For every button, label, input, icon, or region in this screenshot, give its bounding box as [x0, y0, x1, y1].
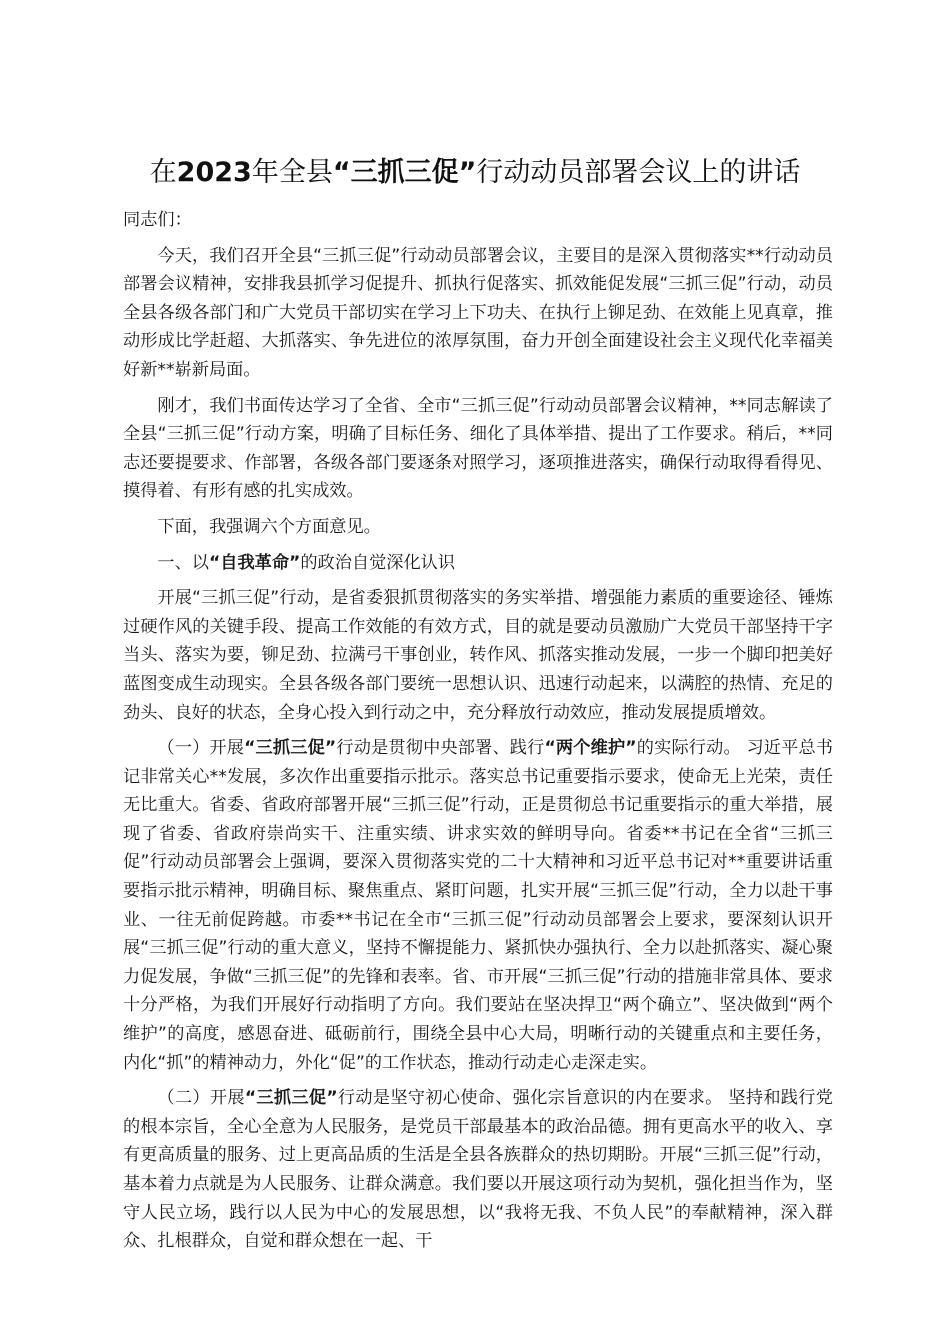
heading1-prefix: 一、以 [157, 552, 209, 573]
paragraph-sub2 [123, 1084, 833, 1256]
heading1-bold: “自我革命” [208, 552, 301, 573]
title-suffix: 行动动员部署会议上的讲话 [476, 157, 801, 188]
sub1-prefix: （一）开展 [157, 738, 245, 759]
title-year: 2023 [176, 157, 252, 188]
paragraph-review: 刚才，我们书面传达学习了全省、全市“三抓三促”行动动员部署会议精神，**同志解读了全县“三抓三促”行动方案，明确了目标任务、细化了具体举措、提出了工作要求。稍后，**同志还要提要求、作部署，各级各部门要逐条对照学习，逐项推进落实，确保行动取得看得见、摸得着、有形有感的扎实成效。 [123, 395, 833, 502]
title-mid: 年全县 [251, 157, 333, 188]
sub1-bold1: “三抓三促” [244, 738, 337, 759]
sub2-prefix: （二）开展 [157, 1088, 245, 1109]
sub1-bold2: “两个维护” [544, 738, 637, 759]
sub1-mid: 行动是贯彻中央部署、践行 [336, 738, 545, 759]
heading1-suffix: 的政治自觉深化认识 [300, 552, 456, 573]
document-body [123, 206, 833, 1263]
salutation: 同志们： [123, 210, 192, 230]
title-quote: “三抓三促” [332, 157, 477, 188]
document-title [0, 150, 950, 196]
section-heading-1 [123, 549, 833, 578]
sub2-body: 坚持和践行党的根本宗旨，全心全意为人民服务，是党员干部最基本的政治品德。拥有更高水平的收入、享有更高质量的服务、过上更高品质的生活是全县各族群众的热切期盼。开展“三抓三促”行动，基本着力点就是为人民服务、让群众满意。我们要以开展这项行动为契机，强化担当作为，坚守人民立场，践行以人民为中心的发展思想，以“我将无我、不负人民”的奉献精神，深入群众、扎根群众，自觉和群众想在一起、干 [123, 1088, 833, 1252]
title-prefix: 在 [149, 157, 177, 188]
paragraph-sub1 [123, 734, 833, 1077]
sub1-body: 习近平总书记非常关心**发展，多次作出重要指示批示。落实总书记重要指示要求，使命无上光荣，责任无比重大。省委、省政府部署开展“三抓三促”行动，正是贯彻总书记重要指示的重大举措，展现了省委、省政府崇尚实干、注重实绩、讲求实效的鲜明导向。省委**书记在全省“三抓三促”行动动员部署会上强调，要深入贯彻落实党的二十大精神和习近平总书记对**重要讲话重要指示批示精神，明确目标、聚焦重点、紧盯问题，扎实开展“三抓三促”行动，全力以赴干事业、一往无前促跨越。市委**书记在全市“三抓三促”行动动员部署会上要求，要深刻认识开展“三抓三促”行动的重大意义，坚持不懈提能力、紧抓快办强执行、全力以赴抓落实、凝心聚力促发展，争做“三抓三促”的先锋和表率。省、市开展“三抓三促”行动的措施非常具体、要求十分严格，为我们开展好行动指明了方向。我们要站在坚决捍卫“两个确立”、坚决做到“两个维护”的高度，感恩奋进、砥砺前行，围绕全县中心大局，明晰行动的关键重点和主要任务，内化“抓”的精神动力，外化“促”的工作状态，推动行动走心走深走实。 [123, 738, 833, 1073]
sub1-suffix: 的实际行动。 [636, 738, 741, 759]
sub2-bold1: “三抓三促” [244, 1088, 338, 1109]
paragraph-section1: 开展“三抓三促”行动，是省委狠抓贯彻落实的务实举措、增强能力素质的重要途径、锤炼过硬作风的关键手段、提高工作效能的有效方式，目的就是要动员激励广大党员干部坚持干字当头、落实为要，铆足劲、拉满弓干事创业，转作风、抓落实推动发展，一步一个脚印把美好蓝图变成生动现实。全县各级各部门要统一思想认识、迅速行动起来，以满腔的热情、充足的劲头、良好的状态，全身心投入到行动之中，充分释放行动效应，推动发展提质增效。 [123, 588, 833, 723]
paragraph-outline: 下面，我强调六个方面意见。 [157, 516, 381, 537]
paragraph-intro: 今天，我们召开全县“三抓三促”行动动员部署会议，主要目的是深入贯彻落实**行动动员部署会议精神，安排我县抓学习促提升、抓执行促落实、抓效能促发展“三抓三促”行动，动员全县各级各部门和广大党员干部切实在学习上下功夫、在执行上铆足劲、在效能上见真章，推动形成比学赶超、大抓落实、争先进位的浓厚氛围，奋力开创全面建设社会主义现代化幸福美好新**崭新局面。 [123, 245, 833, 380]
sub2-suffix: 行动是坚守初心使命、强化宗旨意识的内在要求。 [337, 1088, 723, 1109]
